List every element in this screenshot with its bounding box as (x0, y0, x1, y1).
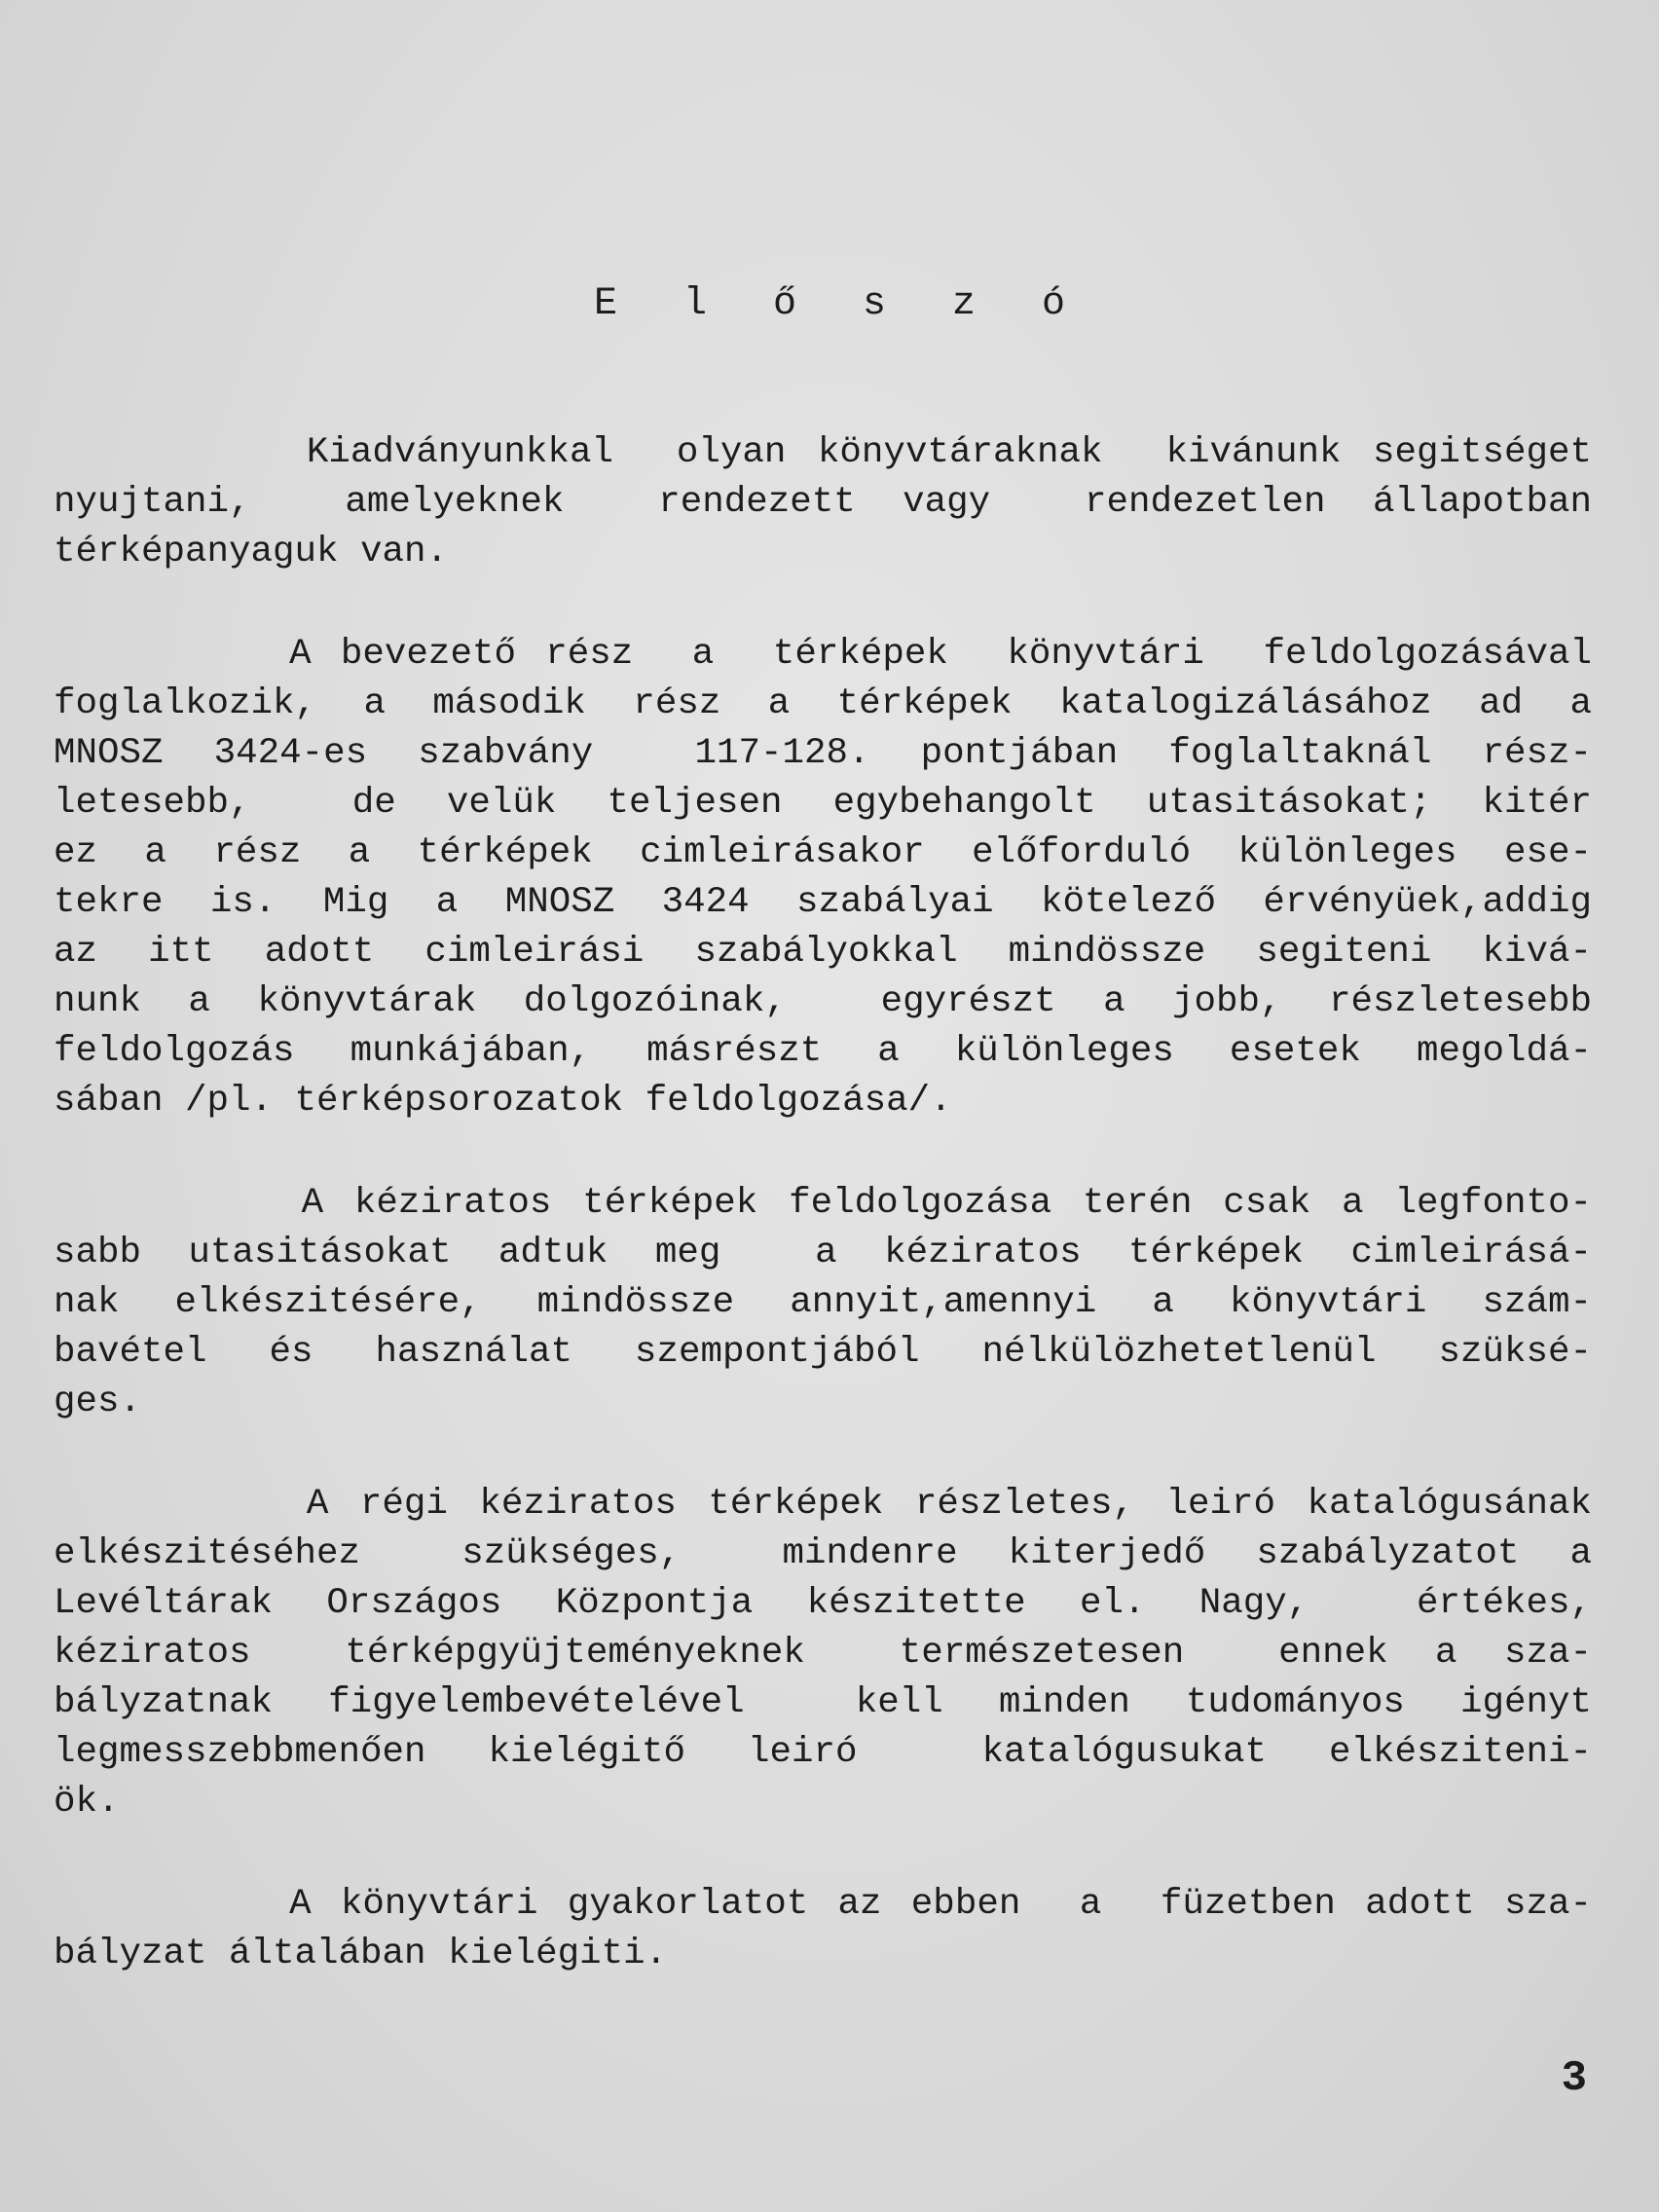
text-line: bályzatnak figyelembevételével kell minden tudományos igényt (54, 1682, 1592, 1723)
text-line: elkészitéséhez szükséges, mindenre kiterjedő szabályzatot a (54, 1533, 1592, 1574)
paragraph (54, 1480, 1592, 1827)
text-line: foglalkozik, a második rész a térképek katalogizálásához ad a (54, 683, 1592, 724)
text-line: MNOSZ 3424-es szabvány 117-128. pontjában foglaltaknál rész- (54, 733, 1592, 774)
text-line: tekre is. Mig a MNOSZ 3424 szabályai kötelező érvényüek,addig (54, 882, 1592, 923)
paragraph (54, 1179, 1592, 1427)
text-line: feldolgozás munkájában, másrészt a különleges esetek megoldá- (54, 1031, 1592, 1072)
body-text (54, 428, 1592, 2032)
text-line: Levéltárak Országos Központja készitette el. Nagy, értékes, (54, 1583, 1592, 1624)
text-line: ök. (54, 1782, 120, 1823)
text-line: letesebb, de velük teljesen egybehangolt utasitásokat; kitér (54, 783, 1592, 824)
text-line: bavétel és használat szempontjából nélkülözhetetlenül szüksé- (54, 1332, 1592, 1373)
text-line: A régi kéziratos térképek részletes, leiró katalógusának (54, 1484, 1592, 1525)
text-line: sabb utasitásokat adtuk meg a kéziratos térképek cimleirásá- (54, 1233, 1592, 1273)
text-line: nak elkészitésére, mindössze annyit,amennyi a könyvtári szám- (54, 1282, 1592, 1323)
text-line: nunk a könyvtárak dolgozóinak, egyrészt a jobb, részletesebb (54, 981, 1592, 1022)
text-line: A kéziratos térképek feldolgozása terén csak a legfonto- (54, 1183, 1592, 1224)
text-line: ez a rész a térképek cimleirásakor előforduló különleges ese- (54, 832, 1592, 873)
text-line: kéziratos térképgyüjteményeknek természetesen ennek a sza- (54, 1633, 1592, 1674)
text-line: sában /pl. térképsorozatok feldolgozása/. (54, 1081, 952, 1122)
page-title: E l ő s z ó (593, 282, 1088, 326)
text-line: legmesszebbmenően kielégitő leiró katalógusukat elkésziteni- (54, 1732, 1592, 1773)
page-number: 3 (1561, 2054, 1587, 2103)
text-line: A könyvtári gyakorlatot az ebben a füzetben adott sza- (54, 1884, 1592, 1925)
text-line: bályzat általában kielégiti. (54, 1934, 668, 1974)
text-line: nyujtani, amelyeknek rendezett vagy rendezetlen állapotban (54, 482, 1592, 523)
text-line: ges. (54, 1382, 142, 1422)
text-line: térképanyaguk van. (54, 532, 449, 572)
text-line: A bevezető rész a térképek könyvtári feldolgozásával (54, 634, 1592, 675)
text-line: Kiadványunkkal olyan könyvtáraknak kivánunk segitséget (54, 432, 1592, 473)
text-line: az itt adott cimleirási szabályokkal mindössze segiteni kivá- (54, 932, 1592, 973)
paragraph (54, 630, 1592, 1126)
paragraph (54, 1880, 1592, 1979)
paragraph (54, 428, 1592, 577)
